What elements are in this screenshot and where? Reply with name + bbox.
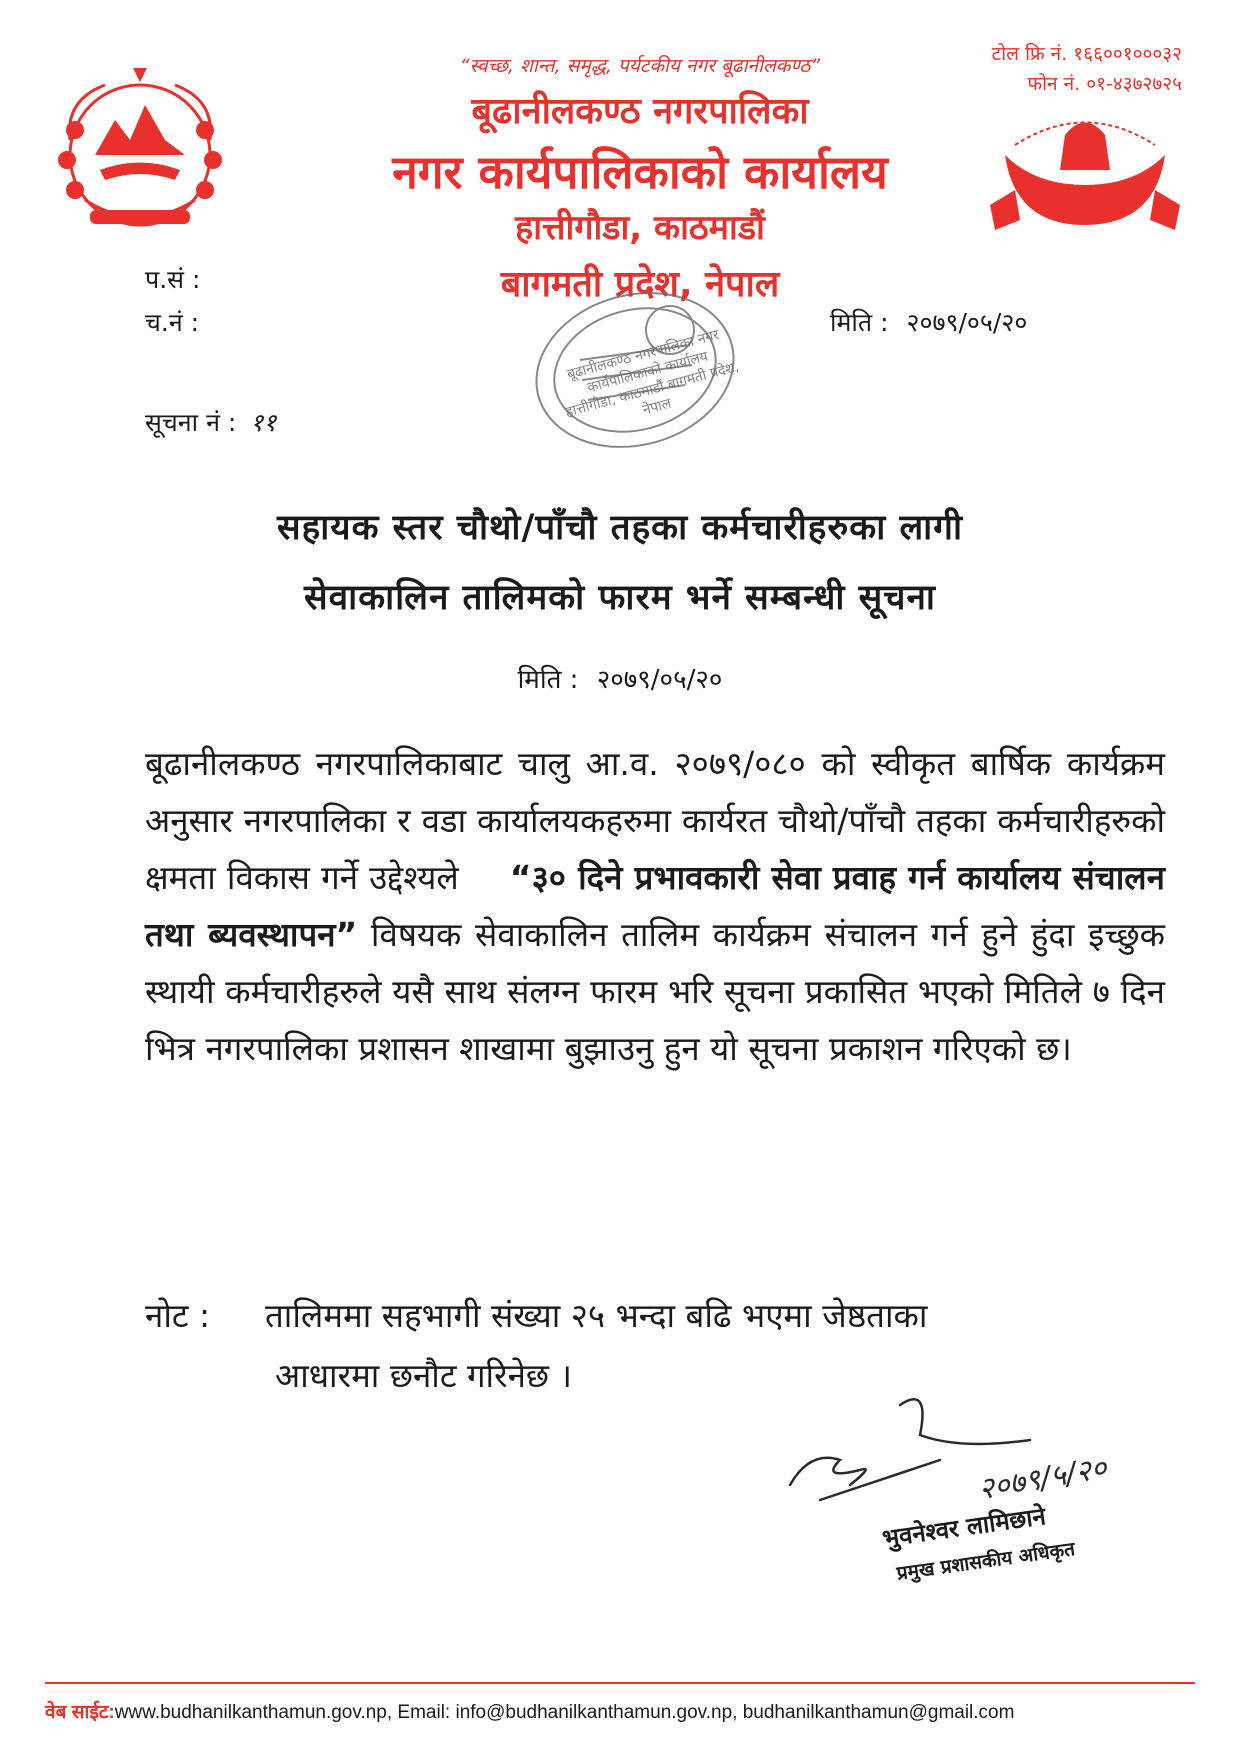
- office-name: नगर कार्यपालिकाको कार्यालय: [392, 145, 888, 199]
- letter-date-label: मिति :: [830, 308, 889, 337]
- notice-body-part-2: विषयक सेवाकालिन तालिम कार्यक्रम संचालन गर्न हुने हुंदा इच्छुक स्थायी कर्मचारीहरुले यसै साथ संलग्न फारम भरि सूचना प्रकासित भएको मितिले ७ दिन भित्र नगरपालिका प्रशासन शाखामा बुझाउनु हुन यो सूचना प्रकाशन गरिएको छ।: [145, 915, 1165, 1068]
- notice-date: [120, 660, 1120, 696]
- cha-na-label: च.नं :: [145, 308, 200, 337]
- nepal-emblem-icon: [45, 60, 235, 250]
- office-seal-text: बूढानीलकण्ठ नगरपालिका नगर कार्यपालिकाको कार्यालय हात्तीगौडा, काठमाडौं बागमती प्रदेश, नेपाल: [563, 326, 741, 421]
- handwritten-date: २०७९/५/२०: [975, 1450, 1110, 1508]
- notice-title-line-2: सेवाकालिन तालिमको फारम भर्ने सम्बन्धी सूचना: [304, 578, 936, 618]
- footer-web-label: वेब साईट:: [45, 1702, 115, 1723]
- notice-date-value: २०७९/०५/२०: [596, 665, 723, 695]
- phone-number: फोन नं. ०१-४३७२७२५: [1027, 73, 1182, 95]
- notice-body-part-1: बूढानीलकण्ठ नगरपालिकाबाट चालु आ.व. २०७९/०८० को स्वीकृत बार्षिक कार्यक्रम अनुसार नगरपालिका र वडा कार्यालयकहरुमा कार्यरत चौथो/पाँचौ तहका कर्मचारीहरुको क्षमता विकास गर्ने उद्देश्यले: [145, 744, 1165, 897]
- notice-note: [145, 1286, 1165, 1406]
- notice-body: [145, 735, 1165, 1077]
- office-address: हात्तीगौडा, काठमाडौं: [515, 208, 765, 248]
- pa-sa-label: प.सं :: [145, 265, 201, 294]
- notice-number-value: ११: [250, 408, 277, 437]
- notice-number: [145, 405, 276, 439]
- municipality-name: बूढानीलकण्ठ नगरपालिका: [471, 91, 809, 132]
- note-line-1: तालिममा सहभागी संख्या २५ भन्दा बढि भएमा जेष्ठताका: [265, 1296, 928, 1335]
- toll-free-number: टोल फ्रि नं. १६६००१०००३२: [991, 43, 1182, 65]
- letter-date: [830, 305, 1027, 339]
- footer-contact-text: www.budhanilkanthamun.gov.np, Email: info@budhanilkanthamun.gov.np, budhanilkanthamun@gmail.com: [114, 1702, 1015, 1723]
- reference-cha-na: [145, 305, 199, 339]
- municipality-motto: “स्वच्छ, शान्त, समृद्ध, पर्यटकीय नगर बूढानीलकण्ठ”: [459, 55, 821, 77]
- notice-title-line-1: सहायक स्तर चौथो/पाँचौ तहका कर्मचारीहरुका लागी: [276, 508, 964, 548]
- notice-date-label: मिति :: [517, 665, 579, 695]
- notice-number-label: सूचना नं :: [145, 408, 237, 437]
- footer-contact: [45, 1698, 1215, 1724]
- signatory-designation: प्रमुख प्रशासकीय अधिकृत: [895, 1537, 1077, 1585]
- footer-divider: [45, 1682, 1195, 1684]
- note-label: नोट :: [145, 1296, 211, 1335]
- signatory-name: भुवनेश्वर लामिछाने: [880, 1502, 1048, 1553]
- reference-pa-sa: [145, 262, 200, 296]
- training-program-name: “३० दिने प्रभावकारी सेवा प्रवाह गर्न कार्यालय संचालन तथा ब्यवस्थापन”: [145, 858, 1165, 954]
- office-province: बागमती प्रदेश, नेपाल: [500, 264, 780, 305]
- letter-date-value: २०७९/०५/२०: [906, 308, 1028, 337]
- municipality-logo-icon: [985, 115, 1185, 235]
- note-line-2: आधारमा छनौट गरिनेछ ।: [275, 1356, 573, 1395]
